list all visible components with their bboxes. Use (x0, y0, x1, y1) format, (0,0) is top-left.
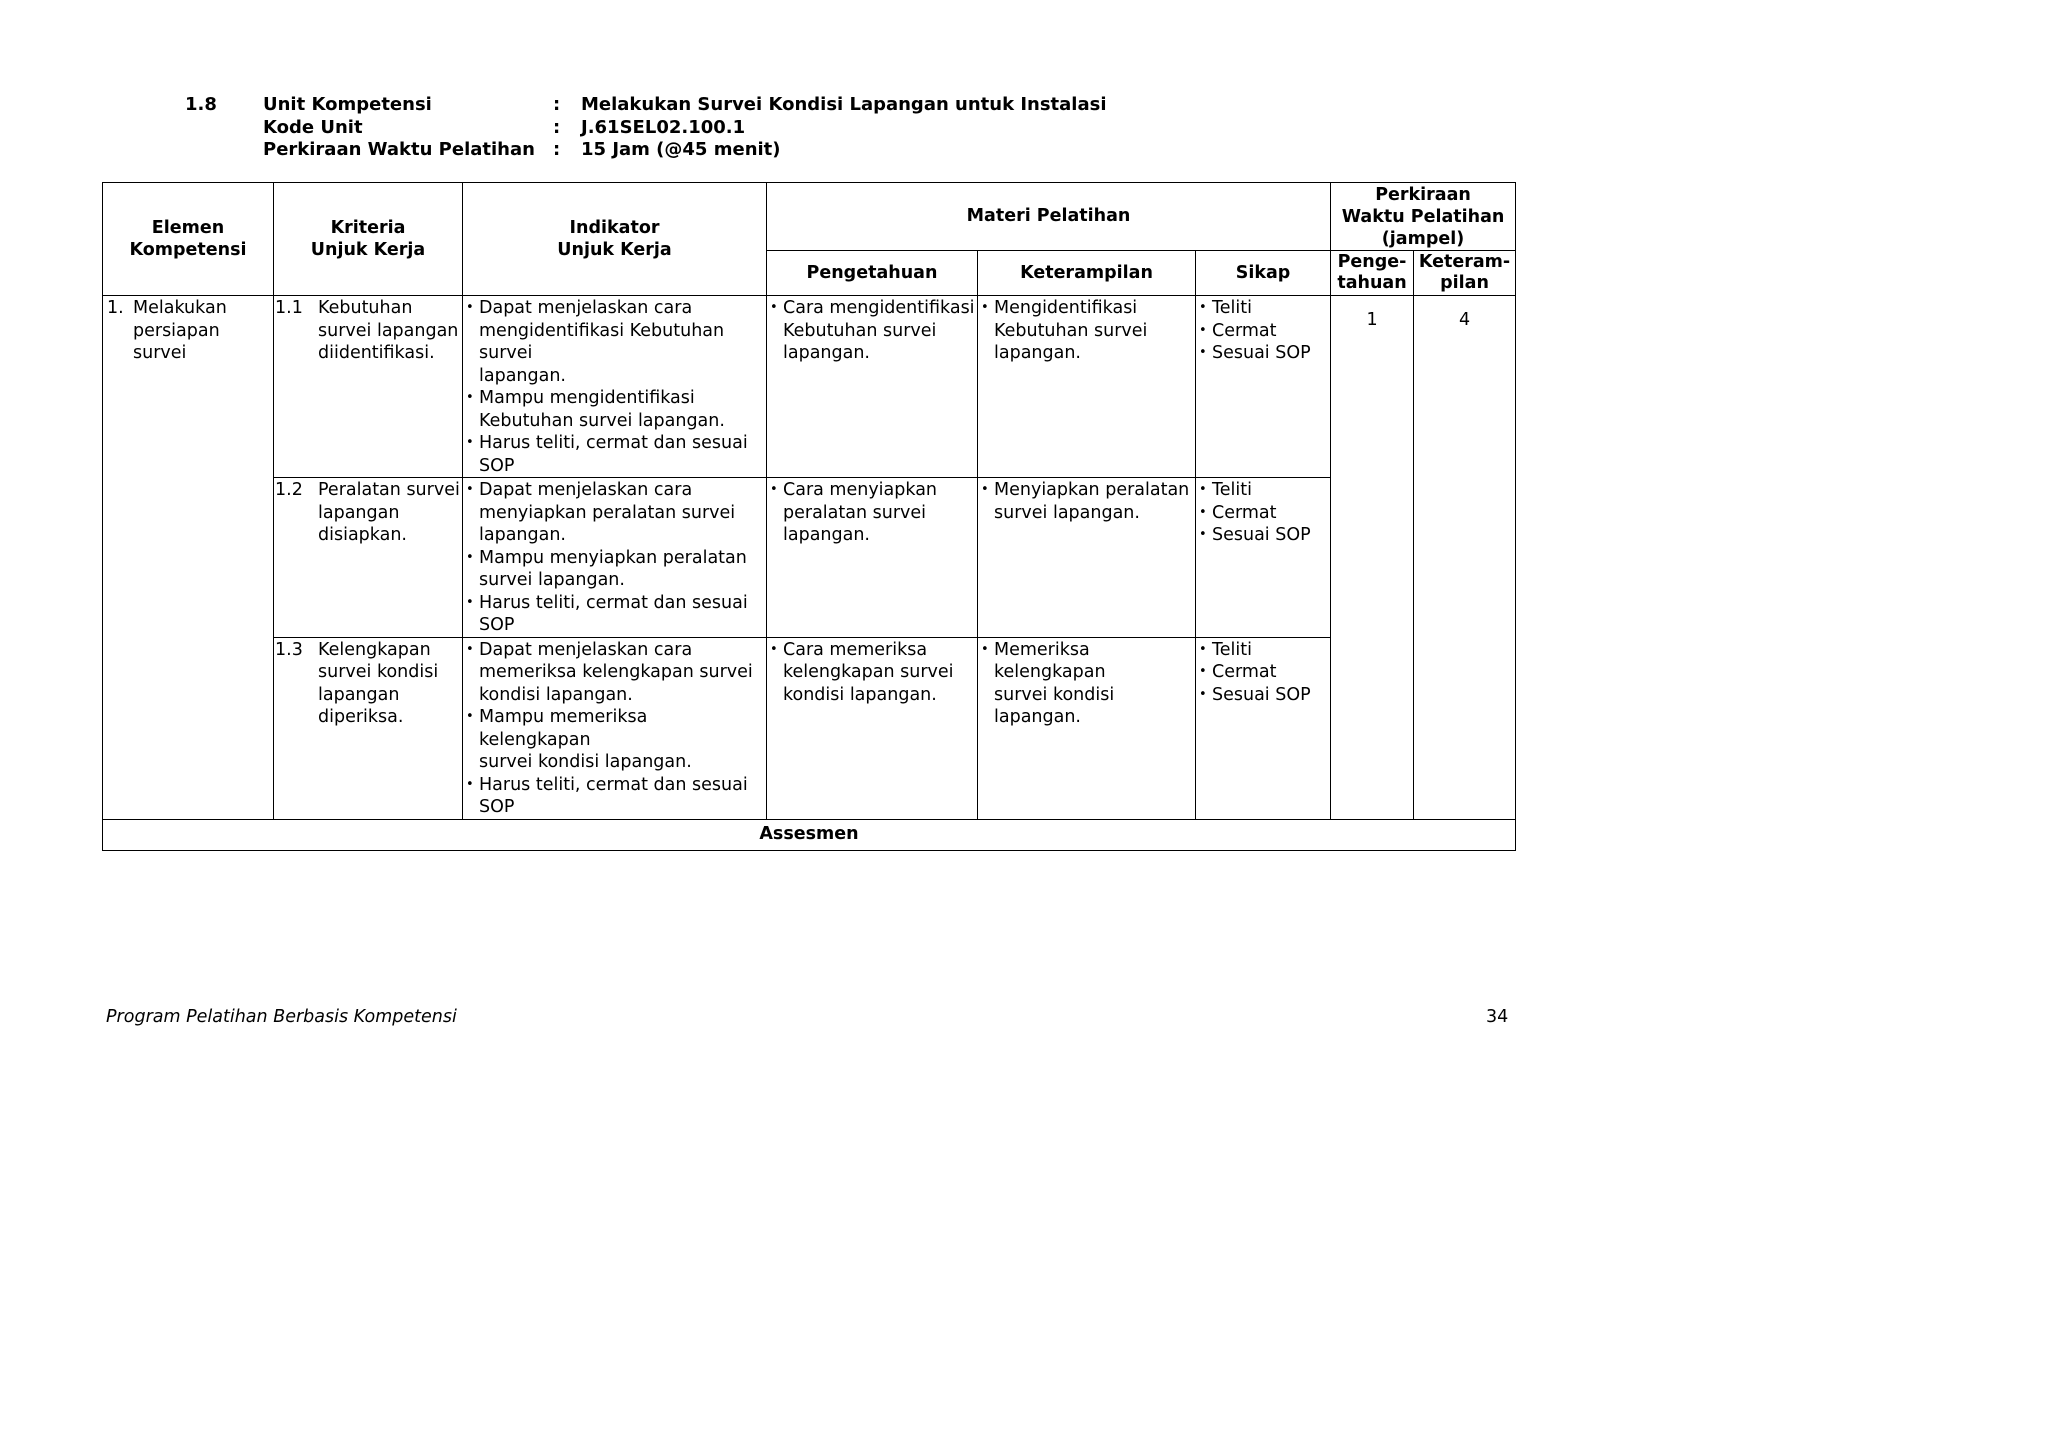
header-row-duration (185, 139, 1107, 162)
list-item: • Cara mengidentifikasi Kebutuhan survei lapangan. (770, 297, 975, 365)
indicator-cell (463, 296, 767, 478)
table-row (103, 478, 1516, 638)
list-item: • Sesuai SOP (1199, 684, 1328, 707)
page-number: 34 (1486, 1007, 1509, 1027)
element-cell: 1. Melakukan persiapan survei (103, 296, 274, 820)
header-value: Melakukan Survei Kondisi Lapangan untuk Instalasi (581, 94, 1107, 115)
jampel-keterampilan: 4 (1414, 296, 1516, 820)
header-keteram-pilan: Keteram- pilan (1414, 251, 1516, 296)
list-item: • Mampu mengidentifikasi Kebutuhan survei lapangan. (466, 387, 764, 432)
skill-cell (978, 637, 1196, 819)
header-indikator: Indikator Unjuk Kerja (463, 183, 767, 296)
header-keterampilan: Keterampilan (978, 251, 1196, 296)
list-item: • Memeriksa kelengkapan survei kondisi lapangan. (981, 639, 1193, 729)
list-item: • Mengidentifikasi Kebutuhan survei lapangan. (981, 297, 1193, 365)
list-item: • Dapat menjelaskan cara memeriksa kelengkapan survei kondisi lapangan. (466, 639, 764, 707)
header-label: Perkiraan Waktu Pelatihan (263, 139, 535, 160)
header-colon: : (553, 94, 561, 115)
header-label: Kode Unit (263, 116, 363, 138)
list-item: • Cermat (1199, 661, 1328, 684)
list-item: • Harus teliti, cermat dan sesuai SOP (466, 432, 764, 477)
header-value: J.61SEL02.100.1 (581, 116, 746, 138)
list-item: • Cermat (1199, 320, 1328, 343)
list-item: • Cermat (1199, 502, 1328, 525)
header-row-code (185, 117, 1107, 140)
table-row (103, 637, 1516, 819)
header-sikap: Sikap (1196, 251, 1331, 296)
header-penge-tahuan: Penge- tahuan (1331, 251, 1414, 296)
competency-table (102, 182, 1516, 851)
list-item: • Teliti (1199, 297, 1328, 320)
list-item: • Sesuai SOP (1199, 524, 1328, 547)
unit-header (185, 94, 1107, 162)
attitude-cell (1196, 296, 1331, 478)
criteria-cell: 1.1 Kebutuhan survei lapangan diidentifikasi. (274, 296, 463, 478)
list-item: • Cara menyiapkan peralatan survei lapangan. (770, 479, 975, 547)
header-value: 15 Jam (@45 menit) (581, 139, 781, 160)
attitude-cell (1196, 637, 1331, 819)
header-colon: : (553, 139, 561, 160)
skill-cell (978, 296, 1196, 478)
header-label: Unit Kompetensi (263, 94, 432, 115)
assessment-row: Assesmen (103, 819, 1516, 850)
list-item: • Menyiapkan peralatan survei lapangan. (981, 479, 1193, 524)
header-waktu: Perkiraan Waktu Pelatihan (jampel) (1331, 183, 1516, 251)
header-pengetahuan: Pengetahuan (767, 251, 978, 296)
knowledge-cell (767, 478, 978, 638)
table-row (103, 296, 1516, 478)
jampel-pengetahuan: 1 (1331, 296, 1414, 820)
knowledge-cell (767, 296, 978, 478)
criteria-cell: 1.2 Peralatan survei lapangan disiapkan. (274, 478, 463, 638)
list-item: • Cara memeriksa kelengkapan survei kondisi lapangan. (770, 639, 975, 707)
indicator-cell (463, 637, 767, 819)
indicator-cell (463, 478, 767, 638)
list-item: • Mampu memeriksa kelengkapan survei kondisi lapangan. (466, 706, 764, 774)
attitude-cell (1196, 478, 1331, 638)
knowledge-cell (767, 637, 978, 819)
skill-cell (978, 478, 1196, 638)
header-kriteria: Kriteria Unjuk Kerja (274, 183, 463, 296)
header-row-unit (185, 94, 1107, 117)
list-item: • Dapat menjelaskan cara mengidentifikasi Kebutuhan survei lapangan. (466, 297, 764, 387)
section-number: 1.8 (185, 94, 217, 115)
list-item: • Harus teliti, cermat dan sesuai SOP (466, 774, 764, 819)
header-colon: : (553, 116, 561, 138)
criteria-cell: 1.3 Kelengkapan survei kondisi lapangan diperiksa. (274, 637, 463, 819)
list-item: • Teliti (1199, 479, 1328, 502)
list-item: • Sesuai SOP (1199, 342, 1328, 365)
list-item: • Teliti (1199, 639, 1328, 662)
footer-program-title: Program Pelatihan Berbasis Kompetensi (106, 1007, 457, 1027)
header-elemen: Elemen Kompetensi (103, 183, 274, 296)
list-item: • Harus teliti, cermat dan sesuai SOP (466, 592, 764, 637)
list-item: • Dapat menjelaskan cara menyiapkan peralatan survei lapangan. (466, 479, 764, 547)
header-materi: Materi Pelatihan (767, 183, 1331, 251)
list-item: • Mampu menyiapkan peralatan survei lapangan. (466, 547, 764, 592)
